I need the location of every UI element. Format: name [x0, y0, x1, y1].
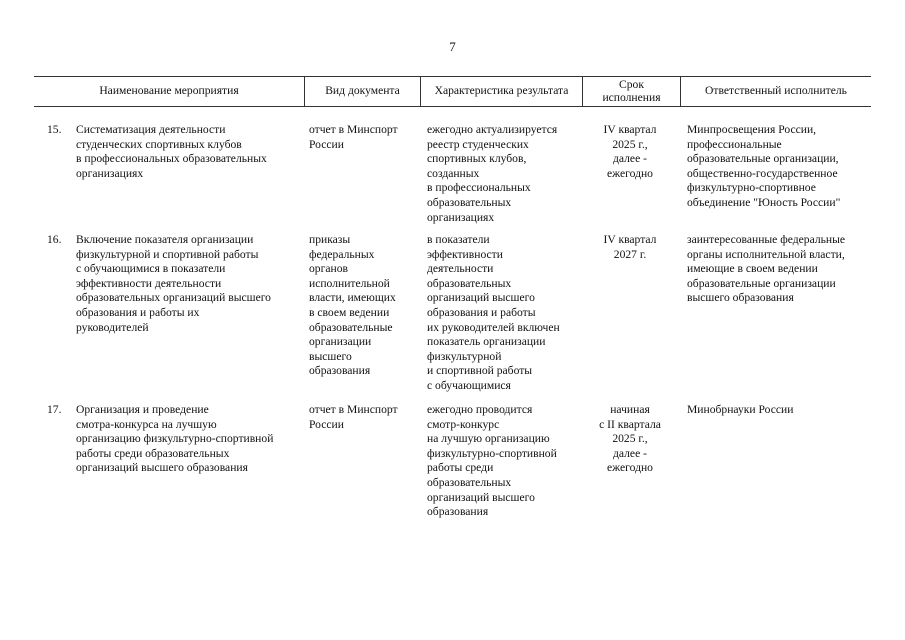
deadline-cell — [588, 233, 672, 262]
result-description-line: ежегодно актуализируется — [427, 123, 558, 136]
document-type-line: образования — [309, 364, 371, 378]
document-type-line: высшего — [309, 349, 352, 363]
result-description-line: образования — [427, 505, 489, 519]
deadline-line: ежегодно — [607, 461, 653, 475]
deadline-line: далее - — [613, 152, 647, 166]
deadline-line: далее - — [613, 446, 647, 460]
header-executor — [681, 76, 871, 106]
document-type-line: организации — [309, 335, 372, 349]
result-description-line: реестр студенческих — [427, 137, 529, 151]
header-result — [421, 76, 582, 106]
result-description-line: деятельности — [427, 262, 494, 276]
result-description-line: их руководителей включен — [427, 320, 560, 334]
executor-cell — [687, 123, 871, 211]
event-name-line: организаций высшего образования — [76, 461, 248, 475]
executor-line: Минобрнауки России — [687, 403, 794, 416]
document-type-line: власти, имеющих — [309, 291, 396, 305]
header-doc-type-label: Вид документа — [325, 83, 400, 97]
event-name-line: Включение показателя организации — [76, 233, 254, 246]
deadline-cell — [588, 403, 672, 476]
document-type-line: исполнительной — [309, 276, 390, 290]
event-name-line: с обучающимися в показатели — [76, 262, 226, 276]
deadline-line: 2027 г. — [613, 247, 647, 261]
result-description-line: и спортивной работы — [427, 364, 533, 378]
header-deadline — [583, 76, 680, 106]
executor-cell — [687, 233, 871, 306]
result-description-line: эффективности — [427, 247, 503, 261]
header-doc-type — [305, 76, 420, 106]
event-name-cell — [76, 123, 301, 181]
result-description-line: спортивных клубов, — [427, 152, 527, 166]
result-description-line: на лучшую организацию — [427, 432, 550, 446]
header-deadline-line: исполнения — [602, 91, 661, 104]
result-description-line: физкультурной — [427, 349, 502, 363]
executor-line: профессиональные — [687, 137, 782, 151]
deadline-cell — [588, 123, 672, 181]
result-description-line: смотр-конкурс — [427, 417, 500, 431]
event-name-line: образовательных организаций высшего — [76, 291, 271, 305]
executor-line: заинтересованные федеральные — [687, 233, 846, 246]
event-name-line: в профессиональных образовательных — [76, 152, 267, 166]
event-name-line: физкультурной и спортивной работы — [76, 247, 259, 261]
executor-line: высшего образования — [687, 291, 794, 305]
page-number: 7 — [449, 39, 456, 54]
result-description-cell — [427, 403, 587, 520]
event-name-line: Систематизация деятельности — [76, 123, 226, 136]
executor-line: образовательные организации — [687, 276, 836, 290]
deadline-line: 2025 г., — [612, 432, 648, 446]
document-type-cell — [309, 123, 415, 152]
executor-line: образовательные организации, — [687, 152, 839, 166]
document-type-line: органов — [309, 262, 348, 276]
document-type-line: России — [309, 417, 344, 431]
result-description-line: образовательных — [427, 475, 512, 489]
event-name-line: организацию физкультурно-спортивной — [76, 432, 274, 446]
executor-line: физкультурно-спортивное — [687, 181, 816, 195]
executor-line: общественно-государственное — [687, 166, 838, 180]
result-description-line: работы среди — [427, 461, 494, 475]
result-description-line: созданных — [427, 166, 480, 180]
result-description-line: в показатели — [427, 233, 490, 246]
event-name-line: Организация и проведение — [76, 403, 209, 416]
result-description-cell — [427, 233, 587, 394]
executor-line: органы исполнительной власти, — [687, 247, 845, 261]
document-type-line: отчет в Минспорт — [309, 123, 398, 136]
header-deadline-line: Срок — [619, 78, 644, 91]
row-number-cell: 16. — [47, 233, 62, 246]
executor-cell — [687, 403, 871, 418]
document-type-line: приказы — [309, 233, 351, 246]
result-description-line: организаций высшего — [427, 291, 535, 305]
document-type-line: отчет в Минспорт — [309, 403, 398, 416]
header-bottom-rule — [34, 106, 871, 107]
event-name-line: эффективности деятельности — [76, 276, 222, 290]
result-description-line: образовательных — [427, 195, 512, 209]
deadline-line: 2025 г., — [612, 137, 648, 151]
document-type-cell — [309, 403, 415, 432]
document-type-line: образовательные — [309, 320, 393, 334]
header-name — [34, 76, 304, 106]
result-description-line: образования и работы — [427, 305, 536, 319]
result-description-line: с обучающимися — [427, 378, 511, 392]
result-description-line: организаций высшего — [427, 490, 535, 504]
result-description-line: показатель организации — [427, 335, 546, 349]
result-description-line: в профессиональных — [427, 181, 531, 195]
result-description-line: образовательных — [427, 276, 512, 290]
event-name-line: руководителей — [76, 320, 149, 334]
header-name-label: Наименование мероприятия — [99, 83, 239, 97]
document-type-cell — [309, 233, 415, 379]
result-description-line: физкультурно-спортивной — [427, 446, 557, 460]
row-number-cell: 17. — [47, 403, 62, 416]
deadline-line: с II квартала — [599, 417, 661, 431]
event-name-line: студенческих спортивных клубов — [76, 137, 242, 151]
header-result-label: Характеристика результата — [434, 83, 569, 97]
event-name-cell — [76, 233, 301, 335]
row-number-cell: 15. — [47, 123, 62, 136]
event-name-cell — [76, 403, 301, 476]
document-type-line: России — [309, 137, 344, 151]
event-name-line: работы среди образовательных — [76, 446, 230, 460]
executor-line: имеющие в своем ведении — [687, 262, 818, 276]
deadline-line: ежегодно — [607, 166, 653, 180]
header-executor-label: Ответственный исполнитель — [705, 83, 847, 97]
event-name-line: смотра-конкурса на лучшую — [76, 417, 217, 431]
executor-line: Минпросвещения России, — [687, 123, 817, 136]
deadline-line: IV квартал — [603, 233, 657, 246]
deadline-line: IV квартал — [603, 123, 657, 136]
result-description-line: ежегодно проводится — [427, 403, 533, 416]
result-description-line: организациях — [427, 210, 495, 224]
executor-line: объединение "Юность России" — [687, 195, 841, 209]
event-name-line: организациях — [76, 166, 144, 180]
result-description-cell — [427, 123, 587, 225]
deadline-line: начиная — [610, 403, 650, 416]
event-name-line: образования и работы их — [76, 305, 200, 319]
document-type-line: в своем ведении — [309, 305, 390, 319]
document-type-line: федеральных — [309, 247, 375, 261]
